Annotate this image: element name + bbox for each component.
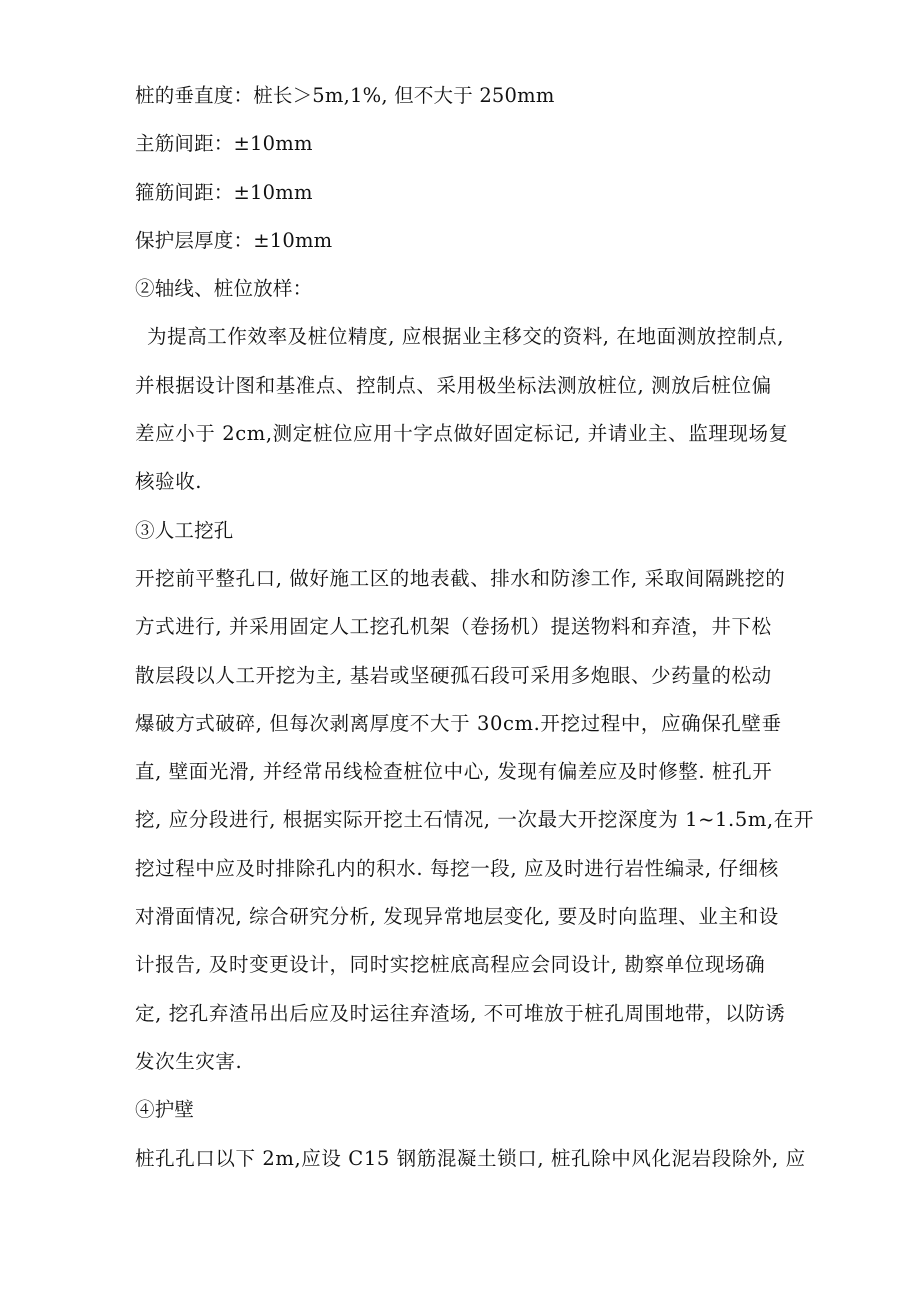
- paragraph-line: 直, 壁面光滑, 并经常吊线检查桩位中心, 发现有偏差应及时修整. 桩孔开: [135, 760, 773, 784]
- spec-cover-thickness: 保护层厚度：±10mm: [135, 228, 333, 252]
- spec-main-rebar-spacing: 主筋间距：±10mm: [135, 132, 313, 156]
- section-heading-retaining-wall: ④护壁: [135, 1098, 195, 1122]
- document-body: [135, 72, 814, 1183]
- section-heading-axis-layout: ②轴线、桩位放样：: [135, 277, 313, 301]
- spec-verticality: 桩的垂直度：桩长＞5m,1%, 但不大于 250mm: [135, 84, 555, 107]
- paragraph-line: 核验收.: [135, 470, 203, 494]
- section-heading-manual-excavation: ③人工挖孔: [135, 518, 234, 542]
- paragraph-line: 挖过程中应及时排除孔内的积水. 每挖一段, 应及时进行岩性编录, 仔细核: [135, 856, 779, 880]
- paragraph-line: 桩孔孔口以下 2m,应设 C15 钢筋混凝土锁口, 桩孔除中风化泥岩段除外, 应: [135, 1146, 806, 1170]
- paragraph-line: 为提高工作效率及桩位精度, 应根据业主移交的资料, 在地面测放控制点,: [147, 325, 784, 349]
- paragraph-line: 差应小于 2cm,测定桩位应用十字点做好固定标记, 并请业主、监理现场复: [135, 422, 789, 446]
- spec-stirrup-spacing: 箍筋间距：±10mm: [135, 180, 313, 204]
- paragraph-line: 定, 挖孔弃渣吊出后应及时运往弃渣场, 不可堆放于桩孔周围地带，以防诱: [135, 1001, 786, 1025]
- paragraph-line: 挖, 应分段进行, 根据实际开挖土石情况, 一次最大开挖深度为 1~1.5m,在开: [135, 808, 814, 832]
- paragraph-line: 发次生灾害.: [135, 1049, 243, 1073]
- paragraph-line: 并根据设计图和基准点、控制点、采用极坐标法测放桩位, 测放后桩位偏: [135, 373, 772, 397]
- paragraph-line: 开挖前平整孔口, 做好施工区的地表截、排水和防渗工作, 采取间隔跳挖的: [135, 566, 786, 590]
- paragraph-line: 对滑面情况, 综合研究分析, 发现异常地层变化, 要及时向监理、业主和设: [135, 905, 779, 929]
- paragraph-line: 爆破方式破碎, 但每次剥离厚度不大于 30cm.开挖过程中，应确保孔壁垂: [135, 711, 782, 735]
- paragraph-line: 方式进行, 并采用固定人工挖孔机架（卷扬机）提送物料和弃渣，井下松: [135, 615, 772, 639]
- paragraph-line: 计报告, 及时变更设计，同时实挖桩底高程应会同设计, 勘察单位现场确: [135, 953, 766, 977]
- paragraph-line: 散层段以人工开挖为主, 基岩或坚硬孤石段可采用多炮眼、少药量的松动: [135, 663, 772, 687]
